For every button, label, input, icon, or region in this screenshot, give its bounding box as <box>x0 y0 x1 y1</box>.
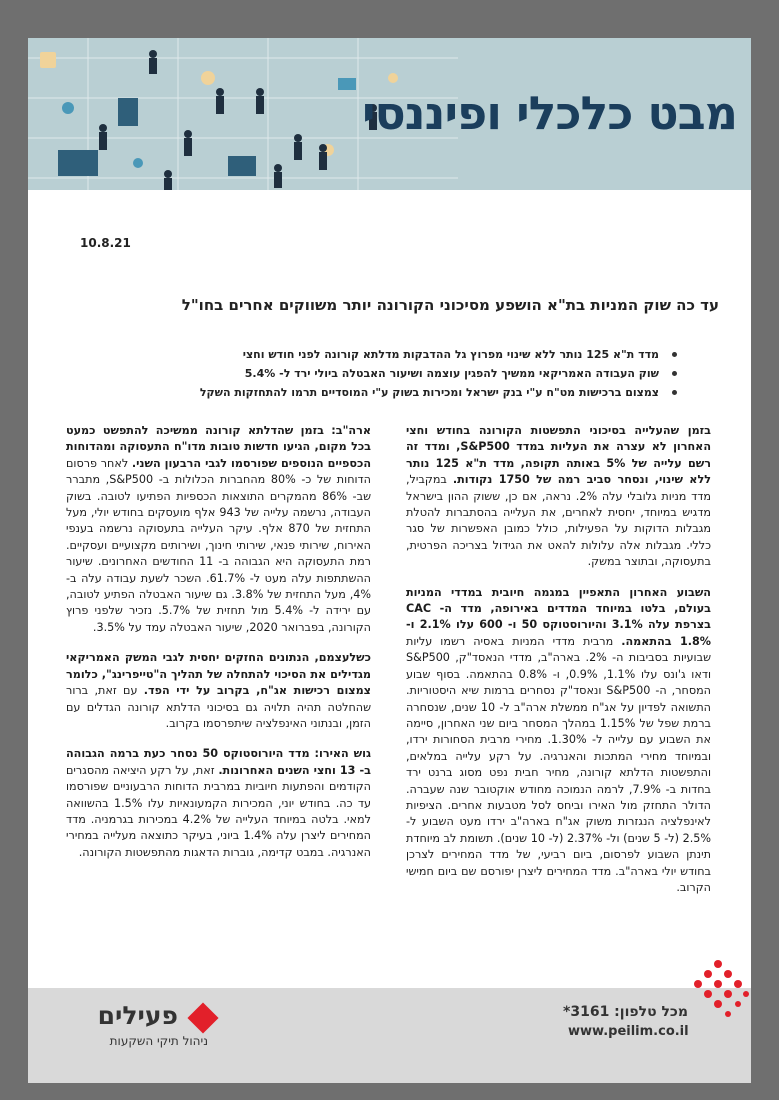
logo-diamond-icon <box>187 1002 218 1033</box>
paragraph-lead: בזמן שהעלייה בסיכוני התפשטות הקורונה בחודש וחצי האחרון לא עצרה את העליות במדד S&P500, ומדד זה רשם עלייה של 5% באותה תקופה, מדד ת"א 125 נותר ללא שינוי, ונסחר סביב רמה של 1750 נקודות. <box>406 424 712 487</box>
website-link[interactable]: www.peilim.co.il <box>568 1024 689 1039</box>
contact-info <box>563 1004 689 1039</box>
phone-number: מכל טלפון: 3161* <box>563 1004 688 1020</box>
paragraph-body: זאת, על רקע היציאה מהסגרים הקודמים והפתעות חיוביות במרבית הדוחות הרבעוניים שפורסמו עד כה. בחודש יוני, המכירות הקמעונאיות עלו 1.5% בהשוואה למאי. בלטה במיוחד העלייה של 4.2% במכירות בגרמניה. מדד המחירים ליצרן עלה 1.4% ביוני, בעיקר כתוצאה מעלייה במחירי האנרגיה. במבט קדימה, גוברות הדאגות מהתפשטות הקורונה. <box>66 763 371 859</box>
paragraph <box>66 423 371 636</box>
logo-name: פעילים <box>97 1001 178 1030</box>
paragraph-body: עם זאת, ברור שהחלטה תהיה תלויה גם בסיכוני הדלתא קורונה הגדלים עם הזמן, ובנתוני האינפלציה שיתפרסמו בקרוב. <box>66 684 371 730</box>
red-dots-decoration-icon <box>686 958 750 1022</box>
right-column <box>406 423 711 910</box>
report-date: 10.8.21 <box>80 236 131 250</box>
key-points-list <box>81 345 681 402</box>
left-column <box>66 423 371 875</box>
paragraph-lead: ארה"ב: בזמן שהדלתא קורונה ממשיכה להתפשט כמעט בכל מקום, הגיעו חדשות טובות מדו"ח התעסוקה ומהדוחות הכספיים הנוספים שפורסמו לגבי הרבעון השני. <box>66 424 371 470</box>
key-point: שוק העבודה האמריקאי ממשיך להפגין עוצמה ושיעור האבטלה ביולי ירד ל- 5.4% <box>81 364 681 383</box>
paragraph <box>406 585 711 897</box>
company-logo <box>48 1001 218 1061</box>
paragraph <box>406 423 711 571</box>
key-point: צמצום ברכישות מט"ח ע"י בנק ישראל ומכירות בשוק ע"י המוסדיים תרמו להתחזקות השקל <box>81 383 681 402</box>
logo-subtitle: ניהול תיקי השקעות <box>109 1034 208 1048</box>
banner-title: מבט כלכלי ופיננסי <box>361 86 737 140</box>
paragraph-body: במקביל, מדד מניות גלובלי עלה 2%. נראה, אם כן, ששוק ההון בישראל מדגיש במיוחד, יחסית לאחרים, את העלייה בהסתברות להטלת מגבלות הדוקות על הפעילות, כולל כמובן האפשרות של סגר כללי. מגבלות אלה עלולות להאט את הגידול בצריכה הפרטית, בתעסוקה, ובתוצר במשק. <box>406 473 711 569</box>
paragraph <box>66 650 371 732</box>
header-banner <box>28 38 751 190</box>
key-point: מדד ת"א 125 נותר ללא שינוי מפרוץ גל ההדבקות מדלתא קורונה לפני חודש וחצי <box>81 345 681 364</box>
paragraph <box>66 746 371 861</box>
paragraph-lead: השבוע האחרון התאפיין במגמה חיובית במדדי המניות בעולם, בלטו במיוחד המדדים באירופה, מדד ה- CAC בצרפת עלה 3.1% והיורוסטוקס 50 ו- 600 עלו 2.1% ו- 1.8% בהתאמה. <box>406 585 711 648</box>
paragraph-lead: כשלעצמם, הנתונים החזקים יחסית לגבי המשק האמריקאי מגדילים את הסיכוי להתחלה של תהליך ה"טייפרינג", כלומר צמצום רכישות אג"ח, בקרוב על ידי הפד. <box>66 651 371 698</box>
document-page <box>28 38 751 1083</box>
paragraph-lead: גוש האירו: מדד היורוסטוקס 50 נסחר כעת ברמה הגבוהה ב- 13 וחצי השנים האחרונות. <box>66 747 371 777</box>
paragraph-body: מרבית מדדי המניות באסיה רשמו עליות שבועיות בסביבות ה- 2%. בארה"ב, מדדי הנאסד"ק, S&P500 ודאו ג'ונס עלו 1.1%, 0.9%, ו- 0.8% בהתאמה. בסוף שבוע המסחר, ה- S&P500 ונאסד"ק נסחרים ברמות שיא היסטוריות. התשואה לפדיון על אג"ח ממשלת ארה"ב ל- 10 שנים, שנסחרה ברמת שפל של 1.15% במהלך המסחר ביום שני האחרון, סיימה את השבוע עם עלייה ל- 1.30%. מחירי מרבית הסחורות ירדו, ובמיוחד מחירי המתכות והאנרגיה. על רקע עלייה במלאים, והתפשטות הדלתא קורונה, מחיר חבית נפט מסוג ברנט ירד בחדות ב- 7.9%, לרמה הנמוכה מחודש אוקטובר שנה שעברה. הדולר התחזק מול האירו וביחס לסל מטבעות אחרים. הציפיות לאינפלציה הנגזרות משוק אג"ח בארה"ב ירדו מעט השבוע ל- 2.5% (ל- 5 שנים) ול- 2.37% (ל- 10 שנים). תשומת לב מיוחדת תינתן השבוע לפרסום, ביום רביעי, של מדד המחירים לצרכן בחודש יולי בארה"ב. מדד המחירים ליצרן יפורסם שם ביום חמישי הקרוב. <box>406 634 712 894</box>
headline: עד כה שוק המניות בת"א הושפע מסיכוני הקורונה יותר משווקים אחרים בחו"ל <box>181 296 719 314</box>
paragraph-body: לאחר פרסום הדוחות של כ- 80% מהחברות הכלולות ב- S&P500, מתברר שב- 86% מהמקרים התוצאות הכספיות הפתיעו לטובה. בשוק העבודה, נרשמה עלייה של 943 אלף מועסקים בחודש יולי, מעל התחזית של 870 אלף. עיקר העלייה בתעסוקה נרשמה בענפי האירוח, שירותי פנאי, שירותי חינוך, ושירותים מקצועיים ועסקיים. רמת התעסוקה היא הגבוהה ב- 11 החודשים האחרונים. שיעור ההשתתפות עלה מעט ל- 61.7%. השכר לשעת עבודה עלה ב- 4%, מעל התחזית של 3.8%. גם שיעור האבטלה הפתיע לטובה, עם ירידה ל- 5.4% מול תחזית של 5.7%. נזכיר שלפני פרוץ הקורונה, בפברואר 2020, שיעור האבטלה עמד על 3.5%. <box>66 456 372 634</box>
